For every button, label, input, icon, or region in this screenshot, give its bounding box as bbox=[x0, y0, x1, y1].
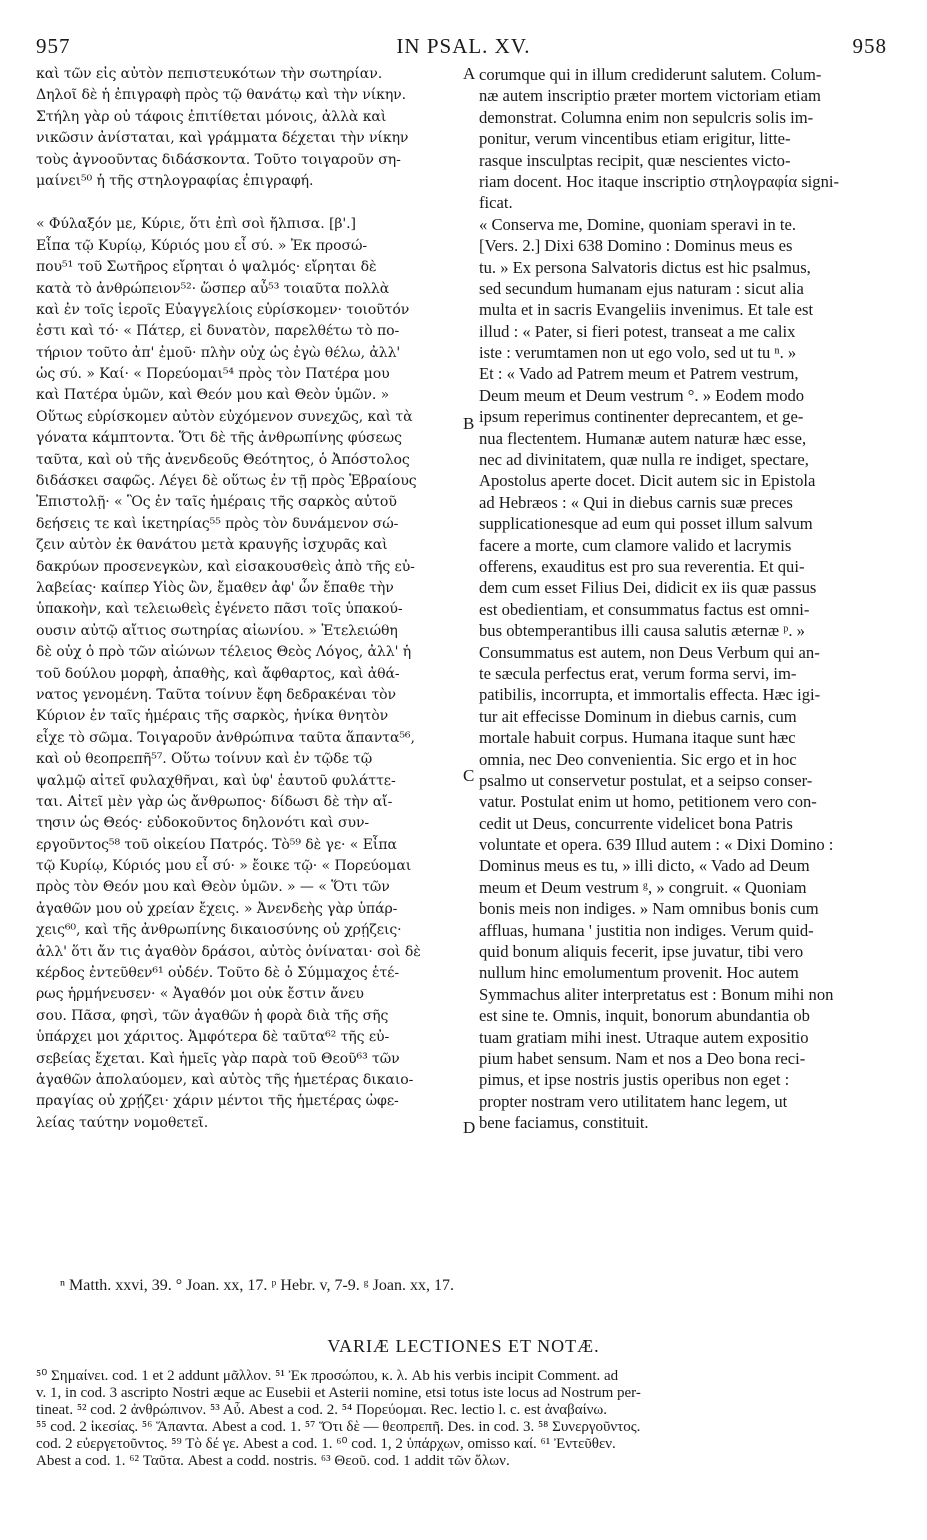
latin-line: nua flectentem. Humanæ autem naturæ hæc esse, bbox=[479, 428, 807, 448]
latin-line: bus obtemperantibus illi causa salutis æternæ ᵖ. » bbox=[479, 621, 805, 641]
latin-line: Dominus meus es tu, » illi dicto, « Vado ad Deum bbox=[479, 856, 810, 876]
greek-line: κέρδος ἐντεῦθεν⁶¹ οὐδέν. Τοῦτο δὲ ὁ Σύμμαχος ἑτέ- bbox=[36, 965, 400, 982]
latin-line: est sine te. Omnis, inquit, bonorum abundantia ob bbox=[479, 1006, 810, 1026]
greek-line: τῷ Κυρίῳ, Κύριός μου εἶ σύ· » ἔοικε τῷ· « Πορεύομαι bbox=[36, 858, 412, 875]
greek-line: που⁵¹ τοῦ Σωτῆρος εἴρηται ὁ ψαλμός· εἴρηται δὲ bbox=[36, 259, 377, 276]
greek-line: Στήλη γὰρ οὐ τάφοις ἐπιτίθεται μόνοις, ἀλλὰ καὶ bbox=[36, 108, 387, 125]
margin-letter-d: D bbox=[463, 1118, 476, 1137]
latin-line: corumque qui in illum crediderunt salutem. Colum- bbox=[479, 65, 822, 84]
greek-line: σεβείας ἔχεται. Καὶ ἡμεῖς γὰρ παρὰ τοῦ Θεοῦ⁶³ τῶν bbox=[36, 1050, 400, 1067]
greek-line: νατος γενομένη. Ταῦτα τοίνυν ἔφη δεδρακέναι τὸν bbox=[36, 686, 397, 703]
latin-line: illud : « Pater, si fieri potest, transeat a me calix bbox=[479, 321, 796, 341]
latin-line: tu. » Ex persona Salvatoris dictus est hic psalmus, bbox=[479, 257, 811, 277]
greek-line: Κύριον ἐν ταῖς ἡμέραις τῆς σαρκὸς, ἡνίκα θνητὸν bbox=[36, 708, 389, 725]
latin-line: te sæcula perfectus erat, verum forma servi, im- bbox=[479, 663, 797, 683]
right-page-number: 958 bbox=[852, 34, 887, 58]
latin-line: patibilis, incorrupta, et immortalis effecta. Hæc igi- bbox=[479, 685, 821, 705]
latin-line: pimus, et ipse nostris justis operibus non eget : bbox=[479, 1070, 790, 1090]
greek-line: πραγίας οὐ χρῄζει· χάριν μέντοι τῆς ἡμετέρας ὠφε- bbox=[36, 1093, 399, 1110]
greek-line: καὶ τῶν εἰς αὐτὸν πεπιστευκότων τὴν σωτηρίαν. bbox=[36, 66, 383, 82]
latin-line: ipsum reperimus continenter deprecantem, et ge- bbox=[479, 407, 804, 427]
greek-line: ψαλμῷ αἰτεῖ φυλαχθῆναι, καὶ ὑφ' ἑαυτοῦ φυλάττε- bbox=[36, 772, 396, 789]
latin-line: riam docent. Hoc itaque inscriptio στηλογραφία signi- bbox=[479, 171, 840, 191]
greek-line: δεήσεις τε καὶ ἱκετηρίας⁵⁵ πρὸς τὸν δυνάμενον σώ- bbox=[36, 515, 399, 532]
greek-line: χεις⁶⁰, καὶ τῆς ἀνθρωπίνης δικαιοσύνης οὐ χρῄζεις· bbox=[36, 922, 402, 939]
running-title: IN PSAL. XV. bbox=[396, 34, 531, 58]
greek-line: νικῶσιν ἀνίσταται, καὶ γράμματα δέχεται τὴν νίκην bbox=[36, 130, 409, 147]
greek-line: λείας ταύτην νομοθετεῖ. bbox=[36, 1114, 209, 1131]
latin-line: mortale habuit corpus. Humana itaque sunt hæc bbox=[479, 728, 796, 748]
greek-line: τησιν ὡς Θεός· εὐδοκοῦντος δηλονότι καὶ συν- bbox=[36, 815, 370, 832]
note-line: ⁵⁰ Σημαίνει. cod. 1 et 2 addunt μᾶλλον. ⁵¹ Ἐκ προσώπου, κ. λ. Ab his verbis incipit Comment. ad bbox=[36, 1368, 619, 1384]
greek-line: καὶ οὐ θεοπρεπῆ⁵⁷. Οὕτω τοίνυν καὶ ἐν τῷδε τῷ bbox=[36, 751, 373, 768]
notes-heading: VARIÆ LECTIONES ET NOTÆ. bbox=[327, 1336, 600, 1356]
greek-line: ουσιν αὐτῷ αἴτιος σωτηρίας αἰωνίου. » Ἐτελειώθη bbox=[36, 622, 398, 639]
greek-line: ἀγαθῶν ἀπολαύομεν, καὶ αὐτὸς τῆς ἡμετέρας δικαιο- bbox=[36, 1071, 414, 1088]
greek-line: Οὕτως εὑρίσκομεν αὐτὸν εὐχόμενον συνεχῶς, καὶ τὰ bbox=[36, 408, 413, 425]
latin-line: Symmachus aliter interpretatus est : Bonum mihi non bbox=[479, 984, 834, 1004]
note-line: cod. 2 εὐεργετοῦντος. ⁵⁹ Τὸ δέ γε. Abest a cod. 1. ⁶⁰ cod. 1, 2 ὑπάρχων, omisso καί. ⁶¹ Ἐντεῦθεν. bbox=[36, 1436, 616, 1452]
latin-line: bene faciamus, constituit. bbox=[479, 1113, 649, 1133]
latin-line: facere a morte, cum clamore valido et lacrymis bbox=[479, 535, 792, 555]
latin-line: sed secundum humanam ejus naturam : sicut alia bbox=[479, 278, 804, 298]
greek-line: δακρύων προσενεγκὼν, καὶ εἰσακουσθεὶς ἀπὸ τῆς εὐ- bbox=[36, 558, 415, 575]
greek-line bbox=[36, 192, 464, 214]
greek-line: δὲ οὐχ ὁ πρὸ τῶν αἰώνων τέλειος Θεὸς Λόγος, ἀλλ' ἡ bbox=[36, 644, 412, 661]
greek-line: ρως ἡρμήνευσεν· « Ἀγαθόν μοι οὐκ ἔστιν ἄνευ bbox=[36, 986, 364, 1003]
latin-line: psalmo ut conservetur postulat, et a seipso conser- bbox=[479, 770, 813, 790]
note-line: v. 1, in cod. 3 ascripto Nostri æque ac Eusebii et Asterii nomine, etsi totus iste locus ad Nostrum per- bbox=[36, 1385, 641, 1401]
greek-line: ὡς σύ. » Καί· « Πορεύομαι⁵⁴ πρὸς τὸν Πατέρα μου bbox=[36, 366, 390, 383]
greek-line: γόνατα κάμπτοντα. Ὅτι δὲ τῆς ἀνθρωπίνης φύσεως bbox=[36, 430, 402, 447]
greek-line: σου. Πᾶσα, φησὶ, τῶν ἀγαθῶν ἡ φορὰ διὰ τῆς σῆς bbox=[36, 1007, 389, 1024]
latin-line: nullum hinc emolumentum provenit. Hoc autem bbox=[479, 963, 799, 983]
latin-line: propter nostram vero utilitatem hanc legem, ut bbox=[479, 1091, 788, 1111]
margin-letter-c: C bbox=[463, 766, 475, 785]
greek-line: κατὰ τὸ ἀνθρώπειον⁵²· ὥσπερ αὖ⁵³ τοιαῦτα πολλὰ bbox=[36, 280, 390, 297]
greek-text-column bbox=[36, 64, 464, 1134]
latin-line: « Conserva me, Domine, quoniam speravi in te. bbox=[479, 214, 797, 234]
latin-line: næ autem inscriptio præter mortem victoriam etiam bbox=[479, 86, 821, 106]
greek-line: ἐστι καὶ τό· « Πάτερ, εἰ δυνατὸν, παρελθέτω τὸ πο- bbox=[36, 323, 400, 340]
latin-line: affluas, humana ' justitia non indiges. Verum quid- bbox=[479, 920, 814, 940]
greek-line: ἀγαθῶν μου οὐ χρείαν ἔχεις. » Ἀνενδεὴς γὰρ ὑπάρ- bbox=[36, 900, 398, 917]
note-line: tineat. ⁵² cod. 2 ἀνθρώπινον. ⁵³ Αὖ. Abest a cod. 2. ⁵⁴ Πορεύομαι. Rec. lectio l. c. est ἀναβαίνω. bbox=[36, 1402, 608, 1418]
latin-line: offerens, exauditus est pro sua reverentia. Et qui- bbox=[479, 556, 805, 576]
latin-line: demonstrat. Columna enim non sepulcris solis im- bbox=[479, 107, 814, 127]
greek-line: ζειν αὐτὸν ἐκ θανάτου μετὰ κραυγῆς ἰσχυρᾶς καὶ bbox=[36, 537, 388, 554]
greek-line: « Φύλαξόν με, Κύριε, ὅτι ἐπὶ σοὶ ἤλπισα. [β'.] bbox=[36, 216, 356, 233]
latin-line: ficat. bbox=[479, 193, 513, 213]
latin-line: tur ait effecisse Dominum in diebus carnis, cum bbox=[479, 706, 797, 726]
greek-line: τήριον τοῦτο ἀπ' ἐμοῦ· πλὴν οὐχ ὡς ἐγὼ θέλω, ἀλλ' bbox=[36, 344, 401, 361]
greek-line: καὶ ἐν τοῖς ἱεροῖς Εὐαγγελίοις εὑρίσκομεν· τοιοῦτόν bbox=[36, 301, 410, 318]
margin-letter-a: A bbox=[463, 64, 476, 83]
margin-letter-b: B bbox=[463, 414, 475, 433]
latin-line: ponitur, verum vincentibus etiam erigitur, litte- bbox=[479, 129, 791, 149]
greek-line: λαβείας· καίπερ Υἱὸς ὢν, ἔμαθεν ἀφ' ὧν ἔπαθε τὴν bbox=[36, 579, 394, 596]
latin-line: Et : « Vado ad Patrem meum et Patrem vestrum, bbox=[479, 364, 799, 384]
latin-line: [Vers. 2.] Dixi 638 Domino : Dominus meus es bbox=[479, 236, 793, 256]
note-line: ⁵⁵ cod. 2 ἱκεσίας. ⁵⁶ Ἅπαντα. Abest a cod. 1. ⁵⁷ Ὅτι δὲ — θεοπρεπῆ. Des. in cod. 3. ⁵⁸ Συνεργοῦντος. bbox=[36, 1419, 641, 1435]
latin-line: quid bonum aliquis fecerit, ipse juvatur, tibi vero bbox=[479, 942, 804, 962]
latin-line: vatur. Postulat enim ut homo, petitionem vero con- bbox=[479, 792, 817, 812]
latin-line: omnia, nec Deo convenientia. Sic ergo et in hoc bbox=[479, 749, 797, 769]
greek-line: διδάσκει σαφῶς. Λέγει δὲ οὕτως ἐν τῇ πρὸς Ἑβραίους bbox=[36, 473, 417, 490]
latin-line: nec ad divinitatem, quæ nulla re indiget, spectare, bbox=[479, 450, 809, 470]
latin-line: est obedientiam, et consummatus factus est omni- bbox=[479, 599, 810, 619]
scripture-references: ⁿ Matth. xxvi, 39. ° Joan. xx, 17. ᵖ Hebr. v, 7-9. ᵍ Joan. xx, 17. bbox=[60, 1277, 454, 1294]
latin-line: cedit ut Deus, concurrente videlicet bona Patris bbox=[479, 813, 793, 833]
latin-line: bonis meis non indiges. » Nam omnibus bonis cum bbox=[479, 899, 819, 919]
greek-line: τοῦ δούλου μορφὴ, ἀπαθὴς, καὶ ἄφθαρτος, καὶ ἀθά- bbox=[36, 665, 400, 682]
latin-line: Apostolus aperte docet. Dicit autem sic in Epistola bbox=[479, 471, 816, 491]
greek-line: μαίνει⁵⁰ ἡ τῆς στηλογραφίας ἐπιγραφή. bbox=[36, 172, 314, 189]
greek-line: Δηλοῖ δὲ ἡ ἐπιγραφὴ πρὸς τῷ θανάτῳ καὶ τὴν νίκην. bbox=[36, 87, 407, 104]
latin-line: meum et Deum vestrum ᵍ, » congruit. « Quoniam bbox=[479, 877, 807, 897]
latin-line: dem cum esset Filius Dei, didicit ex iis quæ passus bbox=[479, 578, 817, 598]
greek-line: ὑπάρχει μοι χάριτος. Ἀμφότερα δὲ ταῦτα⁶² τῆς εὐ- bbox=[36, 1029, 390, 1046]
note-line: Abest a cod. 1. ⁶² Ταῦτα. Abest a codd. nostris. ⁶³ Θεοῦ. cod. 1 addit τῶν ὅλων. bbox=[36, 1453, 510, 1469]
variant-readings-notes bbox=[36, 1368, 891, 1470]
latin-line: voluntate et opera. 639 Illud autem : « Dixi Domino : bbox=[479, 835, 834, 855]
latin-line: iste : verumtamen non ut ego volo, sed ut tu ⁿ. » bbox=[479, 343, 797, 363]
greek-line: ὑπακοὴν, καὶ τελειωθεὶς ἐγένετο πᾶσι τοῖς ὑπακού- bbox=[36, 601, 403, 618]
greek-line: ταῦτα, καὶ οὐ τῆς ἀνενδεοῦς Θεότητος, ὁ Ἀπόστολος bbox=[36, 451, 410, 468]
latin-line: tuam gratiam mihi inest. Utraque autem expositio bbox=[479, 1027, 809, 1047]
greek-line: καὶ Πατέρα ὑμῶν, καὶ Θεόν μου καὶ Θεὸν ὑμῶν. » bbox=[36, 387, 390, 404]
latin-line: rasque insculptas recipit, quæ nescientes victo- bbox=[479, 150, 791, 170]
greek-line: εργοῦντος⁵⁸ τοῦ οἰκείου Πατρός. Τὸ⁵⁹ δὲ γε· « Εἶπα bbox=[36, 836, 397, 853]
latin-line: multa et in sacris Evangeliis invenimus. Et tale est bbox=[479, 300, 814, 320]
greek-line: Ἐπιστολῇ· « Ὃς ἐν ταῖς ἡμέραις τῆς σαρκὸς αὐτοῦ bbox=[36, 494, 397, 511]
left-page-number: 957 bbox=[36, 34, 71, 58]
latin-line: pium habet sensum. Nam et nos a Deo bona reci- bbox=[479, 1048, 806, 1068]
latin-line: Deum meum et Deum vestrum °. » Eodem modo bbox=[479, 385, 805, 405]
greek-line: τοὺς ἀγνοοῦντας διδάσκοντα. Τοῦτο τοιγαροῦν ση- bbox=[36, 151, 401, 168]
latin-text-column bbox=[479, 64, 891, 1134]
greek-line: ται. Αἰτεῖ μὲν γὰρ ὡς ἄνθρωπος· δίδωσι δὲ τὴν αἴ- bbox=[36, 793, 393, 810]
latin-line: supplicationesque ad eum qui posset illum salvum bbox=[479, 514, 813, 534]
greek-line: ἀλλ' ὅτι ἄν τις ἀγαθὸν δράσοι, αὐτὸς ὀνίναται· σοὶ δὲ bbox=[36, 943, 421, 960]
greek-line: εἶχε τὸ σῶμα. Τοιγαροῦν ἀνθρώπινα ταῦτα ἅπαντα⁵⁶, bbox=[36, 729, 415, 746]
greek-line: Εἶπα τῷ Κυρίῳ, Κύριός μου εἶ σύ. » Ἐκ προσώ- bbox=[36, 237, 368, 254]
latin-line: ad Hebræos : « Qui in diebus carnis suæ preces bbox=[479, 492, 793, 512]
greek-line: πρὸς τὸν Θεόν μου καὶ Θεὸν ὑμῶν. » — « Ὅτι τῶν bbox=[36, 879, 390, 896]
latin-line: Consummatus est autem, non Deus Verbum qui an- bbox=[479, 642, 820, 662]
